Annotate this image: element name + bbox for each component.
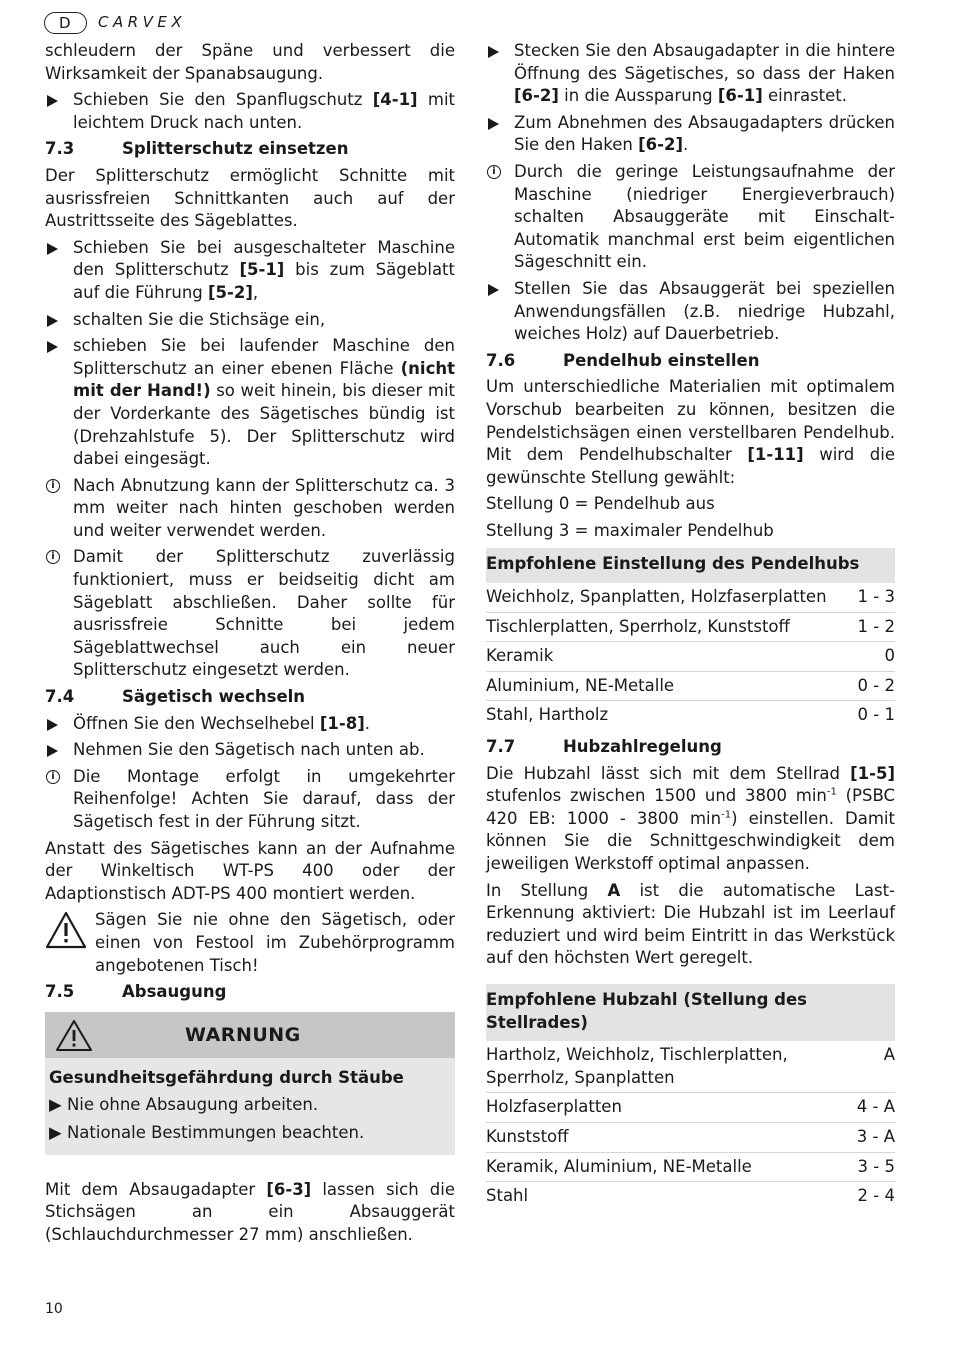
instruction-item: Stellen Sie das Absauggerät bei speziellen Anwendungsfällen (z.B. niedrige Hubzahl, weiches Holz) auf Dauerbetrieb. (486, 278, 895, 346)
table-header: Empfohlene Hubzahl (Stellung des Stellrades) (486, 984, 895, 1041)
table-row: Keramik, Aluminium, NE-Metalle 3 - 5 (486, 1153, 895, 1183)
bullet-arrow-icon (486, 278, 506, 300)
instruction-item: schalten Sie die Stichsäge ein, (45, 309, 455, 332)
right-column (486, 40, 895, 1217)
paragraph: schleudern der Späne und verbessert die Wirksamkeit der Spanabsaugung. (45, 41, 455, 83)
info-icon (45, 546, 65, 568)
instruction-item: schieben Sie bei laufender Maschine den Splitterschutz an einer ebenen Fläche (nicht mit der Hand!) so weit hinein, bis dieser mit der Vorderkante des Sägetisches bündig ist (Drehzahlstufe 5). Der Splitterschutz wird dabei eingesägt. (45, 335, 455, 471)
info-note: i Durch die geringe Leistungsaufnahme der Maschine (niedriger Energieverbrauch) schalten Absauggeräte mit Einschalt-Automatik manchmal erst beim eigentlichen Sägeschnitt ein. (486, 161, 895, 274)
section-title: Absaugung (122, 982, 227, 1002)
bullet-arrow-icon: ▶ (49, 1095, 67, 1115)
section-heading (45, 138, 455, 161)
paragraph: Mit dem Absaugadapter [6-3] lassen sich die Stichsägen an ein Absauggerät (Schlauchdurchmesser 27 mm) anschließen. (45, 1179, 456, 1244)
figure-reference: [6-2] (638, 135, 684, 155)
bullet-arrow-icon: ▶ (49, 1122, 67, 1142)
table-row: Tischlerplatten, Sperrholz, Kunststoff 1 - 2 (486, 613, 895, 643)
paragraph: Stellung 3 = maximaler Pendelhub (486, 520, 774, 540)
bullet-arrow-icon (45, 309, 65, 331)
table-row: Holzfaserplatten 4 - A (486, 1093, 895, 1123)
table-row: Stahl, Hartholz 0 - 1 (486, 705, 895, 725)
figure-reference: [4-1] (372, 90, 418, 110)
figure-reference: [6-2] (514, 86, 559, 106)
emphasis-text: A (607, 880, 621, 900)
paragraph: In Stellung A ist die automatische Last-Erkennung aktiviert: Die Hubzahl ist im Leerlauf reduziert und wird beim Eintritt in das Werkstück auf den höchsten Wert geregelt. (486, 880, 896, 968)
warning-subtitle: Gesundheitsgefährdung durch Stäube (49, 1067, 404, 1087)
paragraph: Anstatt des Sägetisches kann an der Aufnahme der Winkeltisch WT-PS 400 oder der Adaptionstisch ADT-PS 400 montiert werden. (45, 838, 455, 903)
warning-box (45, 1012, 455, 1155)
paragraph: Stellung 0 = Pendelhub aus (486, 494, 715, 514)
figure-reference: [5-2] (208, 282, 253, 302)
figure-reference: [5-1] (239, 260, 285, 280)
left-column (45, 40, 455, 1250)
section-title: Pendelhub einstellen (563, 350, 760, 370)
bullet-arrow-icon (45, 739, 65, 761)
instruction-item: Zum Abnehmen des Absaugadapters drücken Sie den Haken [6-2]. (486, 112, 895, 157)
bullet-arrow-icon (486, 40, 506, 62)
bullet-arrow-icon (45, 335, 65, 357)
pendulum-table (486, 548, 895, 730)
section-title: Sägetisch wechseln (122, 687, 306, 707)
bullet-arrow-icon (45, 237, 65, 259)
section-heading (486, 350, 895, 373)
figure-reference: [1-5] (850, 763, 895, 783)
paragraph: Die Hubzahl lässt sich mit dem Stellrad [1-5] stufenlos zwischen 1500 und 3800 $\min^{-1}$ (PSBC 420 EB: 1000 - 3800 $\min^{-1}$) einstellen. Damit können Sie die Schnittgeschwindigkeit dem jeweiligen Werkstoff optimal anpassen. (486, 763, 896, 873)
info-icon (45, 766, 65, 788)
section-title: Splitterschutz einsetzen (122, 139, 349, 159)
section-number: 7.4 (45, 687, 75, 707)
warning-title: WARNUNG (185, 1023, 301, 1046)
section-heading (45, 981, 455, 1004)
instruction-item: Schieben Sie bei ausgeschalteter Maschine den Splitterschutz [5-1] bis zum Sägeblatt auf die Führung [5-2], (45, 237, 455, 305)
warning-box-body (45, 1058, 455, 1155)
instruction-item: Schieben Sie den Spanflugschutz [4-1] mit leichtem Druck nach unten. (45, 89, 455, 134)
section-title: Hubzahlregelung (563, 737, 722, 757)
table-row: Weichholz, Spanplatten, Holzfaserplatten 1 - 3 (486, 583, 895, 613)
figure-reference: [1-8] (319, 713, 365, 733)
emphasis-text: (nicht mit der Hand!) (73, 358, 455, 401)
info-note: i Die Montage erfolgt in umgekehrter Reihenfolge! Achten Sie darauf, dass der Sägetisch fest in der Führung sitzt. (45, 766, 455, 834)
paragraph: Der Splitterschutz ermöglicht Schnitte mit ausrissfreien Schnittkanten auch auf der Austrittsseite des Sägeblattes. (45, 165, 455, 231)
warning-item: ▶ Nationale Bestimmungen beachten. (49, 1122, 365, 1142)
language-badge: D (44, 12, 87, 34)
table-row: Kunststoff 3 - A (486, 1123, 895, 1153)
instruction-item: Stecken Sie den Absaugadapter in die hintere Öffnung des Sägetisches, so dass der Haken [6-2] in die Aussparung [6-1] einrastet. (486, 40, 895, 108)
table-row: Stahl 2 - 4 (486, 1186, 895, 1206)
figure-reference: [6-3] (266, 1179, 312, 1199)
bullet-arrow-icon (45, 713, 65, 735)
instruction-item: Öffnen Sie den Wechselhebel [1-8]. (45, 713, 455, 736)
info-icon (45, 475, 65, 497)
figure-reference: [1-11] (747, 445, 804, 465)
info-note: i Nach Abnutzung kann der Splitterschutz ca. 3 mm weiter nach hinten geschoben werden und weiter verwendet werden. (45, 475, 455, 543)
info-note: i Damit der Splitterschutz zuverlässig funktioniert, muss er beidseitig dicht am Sägeblatt abschließen. Daher sollte für ausrissfreie Schnitte bei jedem Sägeblattwechsel auch ein neuer Splitterschutz eingesetzt werden. (45, 546, 455, 682)
paragraph: Um unterschiedliche Materialien mit optimalem Vorschub bearbeiten zu können, besitzen die Pendelstichsägen einen verstellbaren Pendelhub. Mit dem Pendelhubschalter [1-11] wird die gewünschte Stellung gewählt: (486, 377, 895, 487)
stroke-rate-table (486, 984, 895, 1211)
section-number: 7.5 (45, 982, 75, 1002)
section-heading (45, 686, 455, 709)
page-number: 10 (45, 1301, 63, 1317)
section-heading (486, 736, 895, 759)
instruction-item: Nehmen Sie den Sägetisch nach unten ab. (45, 739, 455, 762)
section-number: 7.3 (45, 139, 75, 159)
bullet-arrow-icon (45, 89, 65, 111)
warning-item: ▶ Nie ohne Absaugung arbeiten. (49, 1095, 319, 1115)
table-row: Aluminium, NE-Metalle 0 - 2 (486, 672, 895, 702)
table-row: Hartholz, Weichholz, Tischlerplatten, Sperrholz, Spanplatten A (486, 1041, 895, 1093)
warning-box-header (45, 1012, 455, 1058)
brand-name: CARVEX (98, 13, 187, 31)
figure-reference: [6-1] (717, 86, 763, 106)
section-number: 7.7 (486, 737, 516, 757)
warning-triangle-icon (55, 1019, 93, 1052)
bullet-arrow-icon (486, 112, 506, 134)
table-row: Keramik 0 (486, 642, 895, 672)
warning-triangle-icon (45, 911, 87, 949)
info-icon (486, 161, 506, 183)
table-header: Empfohlene Einstellung des Pendelhubs (486, 548, 895, 583)
section-number: 7.6 (486, 350, 516, 370)
warning-note: Sägen Sie nie ohne den Sägetisch, oder einen von Festool im Zubehörprogramm angebotenen Tisch! (45, 909, 455, 977)
